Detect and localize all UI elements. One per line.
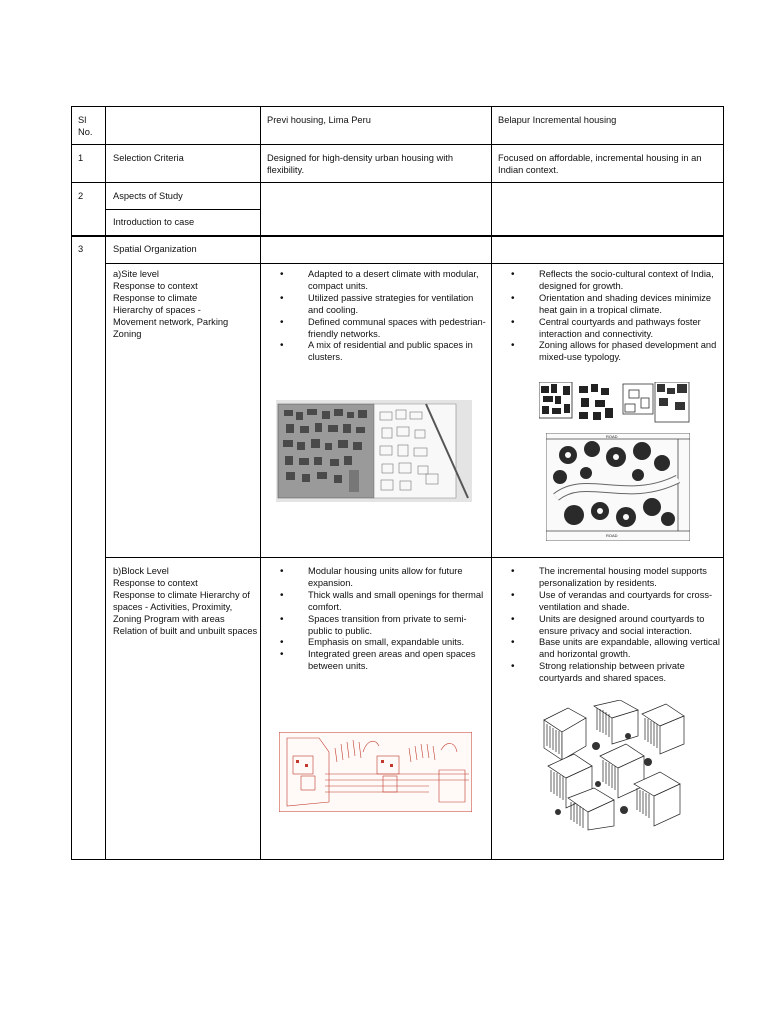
list-item: • Emphasis on small, expandable units.: [267, 637, 487, 649]
list-item: • Base units are expandable, allowing vertical and horizontal growth.: [498, 637, 720, 661]
belapur-site-plan-image: [546, 433, 690, 541]
list-item: • Central courtyards and pathways foster interaction and connectivity.: [498, 317, 720, 341]
list-item: • Strong relationship between private courtyards and shared spaces.: [498, 661, 720, 685]
col-divider-1: [105, 106, 106, 860]
row-divider-3: [71, 235, 724, 237]
subrow-divider-block: [105, 557, 724, 558]
subrow-divider: [105, 209, 260, 210]
list-item: • Use of verandas and courtyards for cross-ventilation and shade.: [498, 590, 720, 614]
belapur-block-axonometric-image: [538, 700, 688, 832]
col-divider-3: [491, 106, 492, 860]
row-2-sub-label: Introduction to case: [113, 217, 195, 227]
previ-block-plan-image: [279, 732, 472, 812]
header-belapur: Belapur Incremental housing: [498, 115, 617, 125]
row-divider-1: [71, 144, 724, 145]
comparison-table: [71, 106, 724, 860]
block-level-label: b)Block Level Response to context Response to climate Hierarchy of spaces - Activities, Proximity, Zoning Program with areas Relation of built and unbuilt spaces: [113, 566, 258, 636]
table-border-top: [71, 106, 724, 107]
col-divider-2: [260, 106, 261, 860]
site-belapur-points: [498, 269, 720, 364]
list-item: • A mix of residential and public spaces in clusters.: [267, 340, 487, 364]
list-item: • Orientation and shading devices minimize heat gain in a tropical climate.: [498, 293, 720, 317]
table-border-bottom: [71, 859, 724, 860]
list-item: • Thick walls and small openings for thermal comfort.: [267, 590, 487, 614]
list-item: • The incremental housing model supports personalization by residents.: [498, 566, 720, 590]
list-item: • Integrated green areas and open spaces between units.: [267, 649, 487, 673]
block-previ-points: [267, 566, 487, 673]
road-label-top: ROAD: [606, 434, 618, 439]
row-3-label: Spatial Organization: [113, 244, 197, 254]
header-previ: Previ housing, Lima Peru: [267, 115, 371, 125]
table-border-right: [723, 106, 724, 860]
previ-site-plan-image: [276, 400, 472, 502]
header-sl-no: Sl No.: [78, 115, 93, 137]
table-border-left: [71, 106, 72, 860]
row-1-label: Selection Criteria: [113, 153, 184, 163]
site-previ-points: [267, 269, 487, 364]
belapur-cluster-plans-image: [539, 382, 691, 424]
subrow-divider-spatial: [105, 263, 724, 264]
site-level-label: a)Site level Response to context Response to climate Hierarchy of spaces - Movement network, Parking Zoning: [113, 269, 229, 339]
row-2-number: 2: [78, 191, 84, 201]
list-item: • Reflects the socio-cultural context of India, designed for growth.: [498, 269, 720, 293]
row-1-previ: Designed for high-density urban housing with flexibility.: [267, 153, 454, 175]
list-item: • Modular housing units allow for future expansion.: [267, 566, 487, 590]
list-item: • Adapted to a desert climate with modular, compact units.: [267, 269, 487, 293]
list-item: • Utilized passive strategies for ventilation and cooling.: [267, 293, 487, 317]
road-label-bottom: ROAD: [606, 533, 618, 538]
row-1-belapur: Focused on affordable, incremental housing in an Indian context.: [498, 153, 702, 175]
row-2-label: Aspects of Study: [113, 191, 183, 201]
list-item: • Spaces transition from private to semi-public to public.: [267, 614, 487, 638]
block-belapur-points: [498, 566, 720, 685]
row-1-number: 1: [78, 153, 84, 163]
row-divider-2: [71, 182, 724, 183]
row-3-number: 3: [78, 244, 84, 254]
list-item: • Units are designed around courtyards to ensure privacy and social interaction.: [498, 614, 720, 638]
list-item: • Zoning allows for phased development and mixed-use typology.: [498, 340, 720, 364]
list-item: • Defined communal spaces with pedestrian-friendly networks.: [267, 317, 487, 341]
